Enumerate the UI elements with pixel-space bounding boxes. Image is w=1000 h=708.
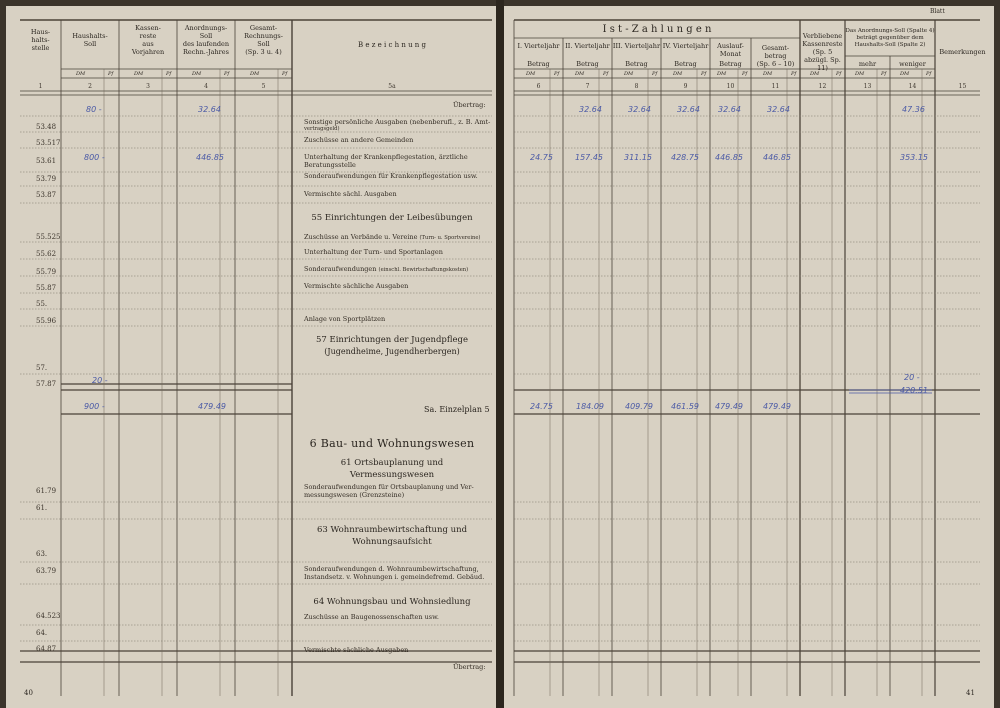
header-bezeichnung: B e z e i c h n u n g (357, 41, 427, 49)
handwritten-value: 800 - (84, 153, 105, 162)
header-weniger: weniger (899, 60, 926, 68)
row-description: Vermischte sächliche Ausgaben (304, 282, 409, 290)
row-description: Sonderaufwendungen für Krankenpflegestation usw. (304, 172, 478, 180)
handwritten-value: 24.75 (530, 402, 553, 411)
handwritten-value: 420.51 (900, 386, 928, 395)
handwritten-value: 32.64 (198, 105, 221, 114)
handwritten-value: 32.64 (718, 105, 741, 114)
handwritten-value: 428.75 (671, 153, 699, 162)
handwritten-value: 20 - (904, 373, 920, 382)
haushaltsstelle-code: 61.79 (36, 487, 57, 495)
section-heading-63: 63 Wohnraumbewirtschaftung und (316, 525, 468, 535)
handwritten-value: 446.85 (763, 153, 791, 162)
handwritten-value: 900 - (84, 402, 105, 411)
uebertrag-label: Übertrag: (453, 101, 486, 109)
column-number: 1 (38, 83, 43, 90)
header-q1: I. Vierteljahr (517, 42, 560, 50)
handwritten-value: 353.15 (900, 153, 928, 162)
haushaltsstelle-code: 61. (36, 504, 48, 512)
currency-dm: DM (717, 71, 727, 77)
haushaltsstelle-code: 53.61 (36, 157, 57, 165)
currency-dm: DM (673, 71, 683, 77)
ist-zahlungen-title: I s t - Z a h l u n g e n (602, 24, 712, 35)
handwritten-value: 479.49 (198, 402, 226, 411)
handwritten-value: 446.85 (196, 153, 224, 162)
haushaltsstelle-code: 64. (36, 629, 48, 637)
currency-dm: DM (192, 71, 202, 77)
page-number: 40 (24, 689, 33, 697)
haushaltsstelle-code: 53.79 (36, 175, 57, 183)
handwritten-value: 479.49 (763, 402, 791, 411)
column-number: 13 (863, 83, 872, 90)
column-number: 8 (634, 83, 639, 90)
haushaltsstelle-code: 64.87 (36, 645, 57, 653)
haushaltsstelle-code: 57. (36, 364, 48, 372)
row-description: Sonderaufwendungen (einschl. Bewirtschaftungskosten) (304, 265, 469, 273)
handwritten-value: 479.49 (715, 402, 743, 411)
section-heading-64: 64 Wohnungsbau und Wohnsiedlung (313, 597, 471, 607)
section-heading-55: 55 Einrichtungen der Leibesübungen (311, 213, 473, 223)
currency-pf: Pf (282, 71, 288, 77)
handwritten-value: 461.59 (671, 402, 699, 411)
row-description: Sonderaufwendungen für Ortsbauplanung und Ver- (304, 483, 474, 491)
currency-pf: Pf (701, 71, 707, 77)
header-q4: IV. Vierteljahr (662, 42, 709, 50)
currency-dm: DM (810, 71, 820, 77)
header-mehr: mehr (858, 60, 877, 68)
haushaltsstelle-code: 63. (36, 550, 48, 558)
column-number: 3 (146, 83, 150, 90)
handwritten-value: 32.64 (767, 105, 790, 114)
currency-dm: DM (900, 71, 910, 77)
haushaltsstelle-code: 55. (36, 300, 48, 308)
column-number: 2 (88, 83, 92, 90)
header-verbliebene-kassenreste: Verbliebene Kassenreste (Sp. 5 abzügl. Sp. 11) (802, 32, 843, 72)
handwritten-value: 32.64 (628, 105, 651, 114)
currency-dm: DM (250, 71, 260, 77)
header-gesamt-rechnungs-soll: Gesamt- Rechnungs- Soll (Sp. 3 u. 4) (244, 24, 283, 56)
currency-dm: DM (134, 71, 144, 77)
currency-pf: Pf (652, 71, 658, 77)
row-description: Sonstige persönliche Ausgaben (nebenberufl., z. B. Amt- (304, 118, 491, 126)
column-number: 10 (726, 83, 735, 90)
blatt-label: Blatt (930, 8, 945, 15)
haushaltsstelle-code: 53.48 (36, 123, 57, 131)
header-haushalts-soll: Haushalts- Soll (72, 32, 108, 48)
header-q2: II. Vierteljahr (565, 42, 610, 50)
column-number: 5a (388, 83, 396, 90)
page-number: 41 (966, 689, 975, 697)
column-number: 15 (958, 83, 967, 90)
row-description: Instandsetz. v. Wohnungen i. gemeindefremd. Gebäud. (304, 573, 485, 581)
currency-pf: Pf (166, 71, 172, 77)
column-number: 9 (683, 83, 688, 90)
haushaltsstelle-code: 57.87 (36, 380, 57, 388)
row-description: Unterhaltung der Turn- und Sportanlagen (304, 248, 443, 256)
handwritten-value: 184.09 (576, 402, 604, 411)
handwritten-value: 80 - (86, 105, 102, 114)
sum-label: Sa. Einzelplan 5 (424, 405, 490, 414)
header-kassenreste: Kassen- reste aus Vorjahren (131, 24, 165, 56)
header-betrag: Betrag (674, 60, 697, 68)
column-number: 14 (908, 83, 917, 90)
header-betrag: Betrag (527, 60, 550, 68)
row-description: Anlage von Sportplätzen (304, 315, 386, 323)
haushaltsstelle-code: 55.96 (36, 317, 57, 325)
section-heading-61: 61 Ortsbauplanung und (340, 458, 444, 468)
currency-dm: DM (76, 71, 86, 77)
currency-pf: Pf (108, 71, 114, 77)
row-description: Zuschüsse an Baugenossenschaften usw. (304, 613, 439, 621)
handwritten-value: 409.79 (625, 402, 653, 411)
currency-pf: Pf (742, 71, 748, 77)
header-betrag: Betrag (719, 60, 742, 68)
right-page (504, 6, 994, 708)
currency-pf: Pf (926, 71, 932, 77)
handwritten-value: 157.45 (575, 153, 603, 162)
column-number: 4 (204, 83, 208, 90)
currency-dm: DM (855, 71, 865, 77)
row-description: Vermischte sächl. Ausgaben (304, 190, 397, 198)
currency-pf: Pf (791, 71, 797, 77)
header-auslauf: Auslauf-Monat (717, 42, 744, 58)
header-betrag: Betrag (576, 60, 599, 68)
haushaltsstelle-code: 53.517 (36, 139, 61, 147)
currency-dm: DM (575, 71, 585, 77)
uebertrag-label: Übertrag: (453, 663, 486, 671)
currency-dm: DM (624, 71, 634, 77)
book-gutter (496, 0, 504, 708)
column-number: 7 (585, 83, 590, 90)
haushaltsstelle-code: 55.62 (36, 250, 57, 258)
section-heading-57: 57 Einrichtungen der Jugendpflege (315, 335, 469, 345)
currency-dm: DM (763, 71, 773, 77)
header-haushaltsstelle: Haus- halts- stelle (30, 28, 51, 52)
currency-pf: Pf (881, 71, 887, 77)
header-anordnungs-soll: Anordnungs- Soll des laufenden Rechn.-Jahres (182, 24, 230, 56)
left-page (6, 6, 496, 708)
currency-pf: Pf (603, 71, 609, 77)
handwritten-value: 24.75 (530, 153, 553, 162)
currency-pf: Pf (836, 71, 842, 77)
haushaltsstelle-code: 55.525 (36, 233, 61, 241)
haushaltsstelle-code: 63.79 (36, 567, 57, 575)
column-number: 5 (261, 83, 266, 90)
haushaltsstelle-code: 64.523 (36, 612, 61, 620)
row-description: Beratungsstelle (304, 161, 356, 169)
header-bemerkungen: Bemerkungen (939, 48, 986, 56)
currency-pf: Pf (224, 71, 230, 77)
row-description: Vermischte sächliche Ausgaben (304, 646, 409, 654)
row-description: Unterhaltung der Krankenpflegestation, ärztliche (304, 153, 468, 161)
row-description: Zuschüsse an Verbände u. Vereine (Turn- u. Sportvereine) (304, 233, 481, 241)
haushaltsstelle-code: 55.79 (36, 268, 57, 276)
section-subheading-63: Wohnungsaufsicht (352, 537, 432, 547)
handwritten-value: 47.36 (902, 105, 925, 114)
handwritten-value: 311.15 (624, 153, 652, 162)
header-betrag: Betrag (625, 60, 648, 68)
section-subheading-57: (Jugendheime, Jugendherbergen) (324, 347, 460, 356)
section-heading-6: 6 Bau- und Wohnungswesen (309, 437, 475, 450)
header-gesamtbetrag: Gesamt- betrag (Sp. 6 – 10) (756, 44, 795, 68)
row-description: vertragsgeld) (304, 126, 340, 132)
currency-dm: DM (526, 71, 536, 77)
currency-pf: Pf (554, 71, 560, 77)
handwritten-value: 32.64 (677, 105, 700, 114)
handwritten-value: 446.85 (715, 153, 743, 162)
column-number: 12 (818, 83, 827, 90)
handwritten-value: 32.64 (579, 105, 602, 114)
haushaltsstelle-code: 53.87 (36, 191, 57, 199)
section-subheading-61: Vermessungswesen (349, 470, 435, 480)
row-description: Sonderaufwendungen d. Wohnraumbewirtschaftung, (304, 565, 479, 573)
row-description: messungswesen (Grenzsteine) (304, 491, 405, 499)
column-number: 6 (536, 83, 541, 90)
row-description: Zuschüsse an andere Gemeinden (304, 136, 414, 144)
haushaltsstelle-code: 55.87 (36, 284, 57, 292)
column-number: 11 (771, 83, 780, 90)
handwritten-value: 20 - (92, 376, 108, 385)
header-q3: III. Vierteljahr (612, 42, 661, 50)
header-differenz: Das Anordnungs-Soll (Spalte 4) beträgt gegenüber dem Haushalts-Soll (Spalte 2) (845, 28, 935, 48)
